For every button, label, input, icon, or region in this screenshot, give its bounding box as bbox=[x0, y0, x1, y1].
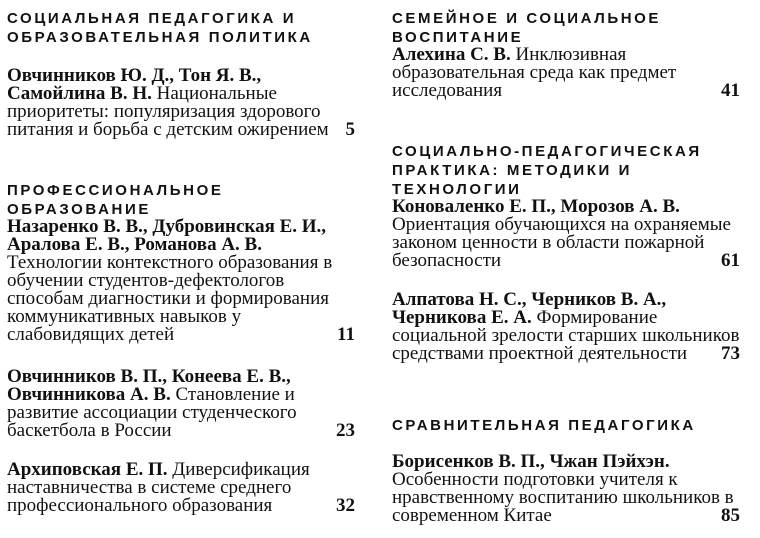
section-heading-line: СОЦИАЛЬНО-ПЕДАГОГИЧЕСКАЯ bbox=[392, 143, 702, 160]
section-heading bbox=[7, 181, 355, 219]
entry-authors: Алпатова Н. С., Черников В. А., Черникова Е. А. bbox=[392, 289, 667, 328]
entry-title: Национальные приоритеты: популяризация здорового питания и борьба с детским ожирением bbox=[7, 83, 329, 140]
entry-authors: Алехина С. В. bbox=[392, 44, 511, 65]
entry-authors: Борисенков В. П., Чжан Пэйхэн. bbox=[392, 451, 670, 472]
entry-title: Ориентация обучающихся на охраняемые законом ценности в области пожарной безопасности bbox=[392, 214, 731, 271]
entry-page-number: 41 bbox=[721, 80, 740, 101]
entry-page-number: 73 bbox=[721, 343, 740, 364]
section-heading-line: ПРАКТИКА: МЕТОДИКИ И ТЕХНОЛОГИИ bbox=[392, 162, 633, 198]
entry-page-number: 5 bbox=[345, 119, 355, 140]
section-heading bbox=[7, 9, 355, 47]
entry-page-number: 61 bbox=[721, 250, 740, 271]
section-heading bbox=[392, 142, 756, 199]
toc-entry[interactable] bbox=[7, 461, 355, 515]
entry-authors: Овчинников В. П., Конеева Е. В., Овчинникова А. В. bbox=[7, 366, 291, 405]
entry-title: Формирование социальной зрелости старших школьников средствами проектной деятельности bbox=[392, 307, 740, 364]
section-heading-line: СРАВНИТЕЛЬНАЯ ПЕДАГОГИКА bbox=[392, 417, 696, 434]
section-heading bbox=[392, 9, 752, 47]
entry-title: Диверсификация наставничества в системе среднего профессионального образования bbox=[7, 459, 310, 516]
toc-entry[interactable] bbox=[7, 67, 355, 139]
entry-page-number: 23 bbox=[336, 420, 355, 441]
toc-entry[interactable] bbox=[392, 291, 740, 363]
toc-entry[interactable] bbox=[392, 198, 740, 270]
section-heading-line: СОЦИАЛЬНАЯ ПЕДАГОГИКА И bbox=[7, 10, 297, 27]
entry-authors: Коноваленко Е. П., Морозов А. В. bbox=[392, 196, 680, 217]
toc-entry[interactable] bbox=[392, 453, 752, 525]
entry-page-number: 85 bbox=[721, 505, 740, 526]
entry-title: Становление и развитие ассоциации студенческого баскетбола в России bbox=[7, 384, 297, 441]
toc-entry[interactable] bbox=[7, 218, 355, 344]
entry-page-number: 11 bbox=[337, 324, 355, 345]
section-heading bbox=[392, 416, 740, 435]
section-heading-line: СЕМЕЙНОЕ И СОЦИАЛЬНОЕ ВОСПИТАНИЕ bbox=[392, 10, 662, 46]
toc-entry[interactable] bbox=[7, 368, 355, 440]
entry-title: Инклюзивная образовательная среда как предмет исследования bbox=[392, 44, 677, 101]
entry-authors: Назаренко В. В., Дубровинская Е. И., Аралова Е. В., Романова А. В. bbox=[7, 216, 327, 255]
entry-page-number: 32 bbox=[336, 495, 355, 516]
section-heading-line: ПРОФЕССИОНАЛЬНОЕ ОБРАЗОВАНИЕ bbox=[7, 182, 224, 218]
entry-authors: Архиповская Е. П. bbox=[7, 459, 168, 480]
section-heading-line: ОБРАЗОВАТЕЛЬНАЯ ПОЛИТИКА bbox=[7, 29, 313, 46]
entry-authors: Овчинников Ю. Д., Тон Я. В., Самойлина В. Н. bbox=[7, 65, 262, 104]
entry-title: Технологии контекстного образования в обучении студентов-дефектологов способам диагностики и формирования коммуникативных навыков у слабовидящих детей bbox=[7, 252, 333, 345]
toc-entry[interactable] bbox=[392, 46, 740, 100]
entry-title: Особенности подготовки учителя к нравственному воспитанию школьников в современном Китае bbox=[392, 469, 734, 526]
